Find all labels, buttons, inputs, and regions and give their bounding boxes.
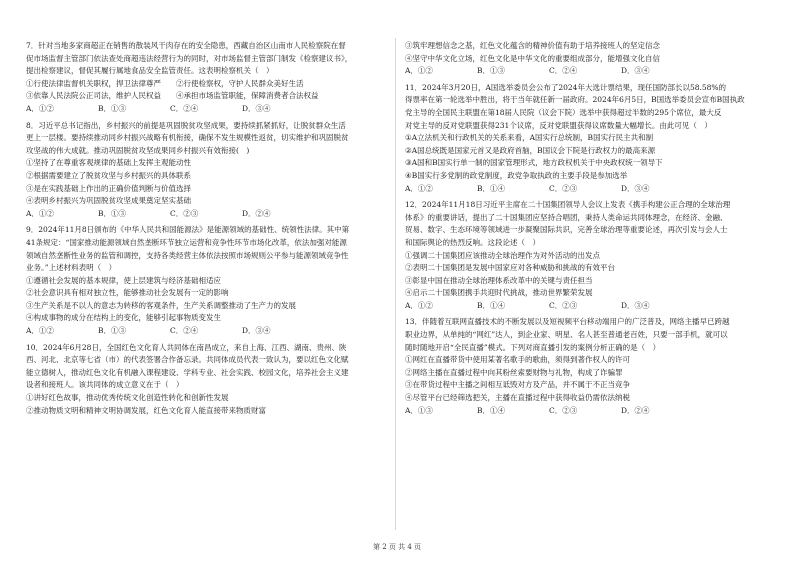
answer-option: C．②③ <box>170 208 199 218</box>
question-text-line: ①行使法律监督机关职权，捍卫法律尊严 ②行使检察权，守护人民群众美好生活 <box>26 78 304 88</box>
answer-option: A．①② <box>26 208 54 218</box>
question-text-line: ③A国和B国实行单一制的国家管理形式，地方政权机关于中央政权统一领导下 <box>405 158 663 168</box>
question-text-line: 和国际舆论的热烈反响。这段论述（ ） <box>405 237 540 247</box>
question-text-line: 8．习近平总书记指出，乡村振兴的前提是巩固脱贫攻坚成果，要持续抓紧抓好，让脱贫群众生活 <box>26 120 346 130</box>
answer-options <box>26 325 386 338</box>
question-block <box>26 40 386 116</box>
answer-options <box>405 300 765 313</box>
question-text-line: 提出检察建议，督促其履行属地食品安全监管责任。这表明检察机关（ ） <box>26 66 274 76</box>
answer-option: A．①② <box>26 103 54 113</box>
answer-option: C．②④ <box>170 103 199 113</box>
answer-option: C．②④ <box>549 66 578 76</box>
answer-option: A．①② <box>26 326 54 336</box>
answer-option: C．②③ <box>549 183 578 193</box>
question-text-line: 体系》的重要讲话，提出了二十国集团应坚持合唱团，秉持人类命运共同体理念，在经济、金融、 <box>405 212 728 222</box>
question-text-line: ④B国实行多党制的政党制度，政党争取执政的主要手段是参加选举 <box>405 170 628 180</box>
question-text-line: ④尽管平台已经筛选把关，主播在直播过程中获得收益仍需依法纳税 <box>405 393 630 403</box>
question-text-line: 对党主导的反对党联盟获得231个议席，反对党联盟获得议席数量大幅增长。由此可见（ ） <box>405 120 712 130</box>
question-text-line: ②A国总统既是国家元首又是政府首脑，B国议会下院是行政权力的最高来源 <box>405 145 656 155</box>
question-block <box>405 316 765 417</box>
question-text-line: 攻坚战的伟大成就。推动巩固脱贫攻坚成果同乡村振兴有效衔接( ) <box>26 145 250 155</box>
question-text-line: 12．2024年11月18日习近平主席在二十国集团领导人会议上发表《携手构建公正合理的全球治理 <box>405 200 731 210</box>
question-block <box>405 40 765 78</box>
question-text-line: 设者和接班人。该共同体的成立意义在于（ ） <box>26 380 184 390</box>
question-text-line: ③彰显中国在推动全球治理体系改革中的关键与责任担当 <box>405 275 593 285</box>
question-text-line: 11．2024年3月20日，A国选举委员会公布了2024年大选计票结果，现任国防部长以58.58%的 <box>405 82 727 92</box>
answer-option: D．③④ <box>242 326 271 336</box>
answer-option: B．①③ <box>98 326 127 336</box>
question-text-line: ②表明二十国集团是发展中国家应对各种威胁和挑战的有效平台 <box>405 263 615 273</box>
answer-options <box>26 103 386 116</box>
answer-option: C．②③ <box>549 300 578 310</box>
question-text-line: ④启示二十国集团携手共迎时代挑战，推动世界繁荣发展 <box>405 288 593 298</box>
question-block <box>26 342 386 418</box>
right-column <box>405 40 765 421</box>
question-text-line: 党主导的全国民主联盟在第18届人民院（议会下院）选举中获得超过半数的295个席位，最大反 <box>405 107 722 117</box>
answer-option: C．②④ <box>170 326 199 336</box>
answer-option: B．①③ <box>98 208 127 218</box>
question-text-line: 13．伴随着互联网直播技术的不断发展以及短视频平台移动端用户的广泛普及，网络主播早已跨越 <box>405 317 730 327</box>
answer-option: B．①③ <box>98 103 127 113</box>
question-text-line: ④坚守中华文化立场，红色文化是中华文化的重要组成部分，能增强文化自信 <box>405 53 660 63</box>
question-text-line: ③依靠人民法院公正司法，维护人民权益 ④承担市场监管职能，保障消费者合法权益 <box>26 91 319 101</box>
left-column <box>26 40 386 421</box>
answer-option: C．②③ <box>549 405 578 415</box>
answer-option: D．③④ <box>621 183 650 193</box>
question-block <box>26 120 386 221</box>
question-text-line: 西、河北、北京等七省（市）的代表签署合作备忘录。共同体成员代表一致认为，要以红色文化赋 <box>26 355 349 365</box>
answer-option: B．①④ <box>477 300 506 310</box>
question-text-line: ①A立法机关和行政机关的关系来看，A国实行总统制，B国实行民主共和制 <box>405 133 654 143</box>
answer-option: D．③④ <box>621 300 650 310</box>
question-text-line: 贸易、数字、生态环境等领域进一步凝聚国际共识，完善全球治理等重要论述，再次引发与会人士 <box>405 225 728 235</box>
answer-option: B．①③ <box>477 66 506 76</box>
question-text-line: ②推动物质文明和精神文明协调发展，红色文化育人能直接带来物质财富 <box>26 405 266 415</box>
answer-option: B．①④ <box>477 405 506 415</box>
question-text-line: 7．针对当地多家商超正在销售的散装风干肉存在的安全隐患，西藏自治区山南市人民检察院在督 <box>26 41 346 50</box>
question-text-line: ②社会意识具有相对独立性，能够推动社会发展有一定的影响 <box>26 288 229 298</box>
answer-option: D．②④ <box>621 405 650 415</box>
answer-option: D．②④ <box>242 208 271 218</box>
question-text-line: ①坚持了在尊重客观规律的基础上发挥主观能动性 <box>26 158 191 168</box>
question-text-line: ②网络主播在直播过程中向其粉丝索要财物与礼物，构成了诈骗罪 <box>405 367 623 377</box>
question-text-line: ①讲好红色故事，推动优秀传统文化创造性转化和创新性发展 <box>26 393 229 403</box>
answer-option: D．③④ <box>621 66 650 76</box>
answer-option: A．①③ <box>405 405 433 415</box>
question-block <box>405 199 765 312</box>
question-text-line: 能立德树人，推动红色文化有机融入课程建设、学科专业、社会实践、校园文化，培养社会主义建 <box>26 367 349 377</box>
column-divider <box>395 38 396 530</box>
question-block <box>405 82 765 195</box>
question-text-line: ①网红在直播带货中使用某著名歌手的歌曲，须得到著作权人的许可 <box>405 355 630 365</box>
answer-option: A．①② <box>405 66 433 76</box>
answer-options <box>405 183 765 196</box>
answer-option: A．①② <box>405 300 433 310</box>
question-text-line: 41条规定：“国家推动能源领域自然垄断环节独立运营和竞争性环节市场化改革，依法加强对能源 <box>26 237 347 247</box>
answer-option: B．①④ <box>477 183 506 193</box>
question-text-line: 业务。”上述材料表明（ ） <box>26 263 117 273</box>
question-block <box>26 224 386 337</box>
answer-options <box>26 208 386 221</box>
answer-option: D．③④ <box>242 103 271 113</box>
question-text-line: 随时随地开启“全民直播”模式。下列对商直播引发的案例分析正确的是（ ） <box>405 342 661 352</box>
answer-options <box>405 65 765 78</box>
question-text-line: 职业边界，从单纯的“网红”达人，到企业家、明星、名人甚至普通老百姓，只要一部手机，就可以 <box>405 330 728 340</box>
question-text-line: ③生产关系是不以人的意志为转移的客观条件，生产关系调整推动了生产力的发展 <box>26 300 296 310</box>
question-text-line: 10．2024年6月28日，全国红色文化育人共同体在南昌成立，来自上海、江西、湖南、贵州、陕 <box>26 342 347 352</box>
question-text-line: 得票率在第一轮选举中胜出，将于当年就任新一届政府。2024年6月5日，B国选举委员会宣布B国执政 <box>405 95 745 105</box>
question-text-line: 9．2024年11月8日颁布的《中华人民共和国能源法》是能源领域的基础性、统领性法律。其中第 <box>26 225 350 235</box>
question-text-line: ①遵循社会发展的基本规律，使上层建筑与经济基础相适应 <box>26 275 221 285</box>
question-text-line: ③在带货过程中主播之间相互诋毁对方及产品，并不属于不正当竞争 <box>405 380 630 390</box>
question-text-line: ④构成事物的成分在结构上的变化，能够引起事物质变发生 <box>26 313 221 323</box>
question-text-line: 更上一层楼。要持续推动同乡村振兴战略有机衔接，确保不发生规模性返贫，切实维护和巩固脱贫 <box>26 133 349 143</box>
question-text-line: ①强调二十国集团应该推动全球治理作为对外活动的出发点 <box>405 250 600 260</box>
answer-option: A．①② <box>405 183 433 193</box>
page-footer: 第 2 页 共 4 页 <box>372 543 422 551</box>
question-text-line: 领域自然垄断性业务的监管和调控，支持各类经营主体依法按照市场规则公平参与能源领域竞争性 <box>26 250 349 260</box>
question-text-line: ③筑牢理想信念之基，红色文化蕴含的精神价值有助于培养接班人的坚定信念 <box>405 41 660 50</box>
answer-options <box>405 405 765 418</box>
question-text-line: ②根据需要建立了脱贫攻坚与乡村振兴的具体联系 <box>26 170 191 180</box>
question-text-line: 促市场监督主管部门依法查处商超违法经营行为的同时，对市场监督主管部门制发《检察建议书》， <box>26 53 353 63</box>
question-text-line: ③是在实践基础上作出的正确价值判断与价值选择 <box>26 183 191 193</box>
question-text-line: ④表明乡村振兴为巩固脱贫攻坚成果奠定坚实基础 <box>26 196 191 206</box>
